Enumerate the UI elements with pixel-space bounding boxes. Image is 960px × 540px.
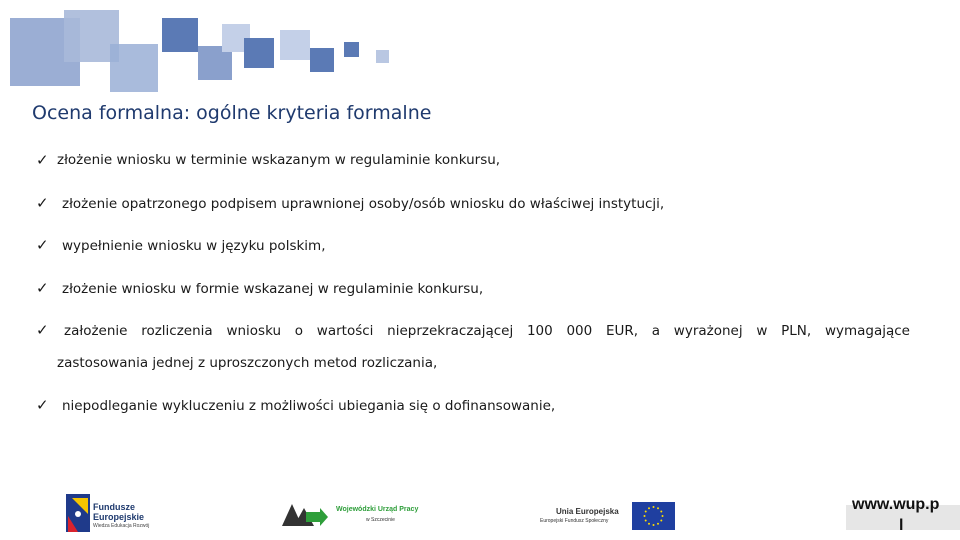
check-icon: ✓ — [36, 322, 49, 339]
list-item: niepodleganie wykluczeniu z możliwości ubiegania się o dofinansowanie, — [62, 398, 556, 414]
fe-star-icon — [66, 494, 90, 532]
eu-logo-line1: Unia Europejska — [556, 507, 619, 516]
wup-mark-icon — [280, 500, 330, 528]
check-icon: ✓ — [36, 195, 49, 212]
wup-logo-line2: w Szczecinie — [366, 517, 395, 523]
fe-logo-line2: Europejskie — [93, 512, 145, 522]
list-item: złożenie wniosku w formie wskazanej w regulaminie konkursu, — [62, 281, 484, 297]
check-icon: ✓ — [36, 397, 49, 414]
check-icon: ✓ — [36, 280, 49, 297]
fe-logo-line3: Wiedza Edukacja Rozwój — [93, 523, 150, 529]
website-url[interactable]: www.wup.p — [852, 496, 940, 513]
eu-logo-line2: Europejski Fundusz Społeczny — [540, 518, 609, 524]
list-item: złożenie wniosku w terminie wskazanym w regulaminie konkursu, — [57, 152, 501, 168]
check-icon: ✓ — [36, 237, 49, 254]
list-item: wypełnienie wniosku w języku polskim, — [62, 238, 326, 254]
eu-flag-icon — [632, 502, 675, 530]
list-item: założenie rozliczenia wniosku o wartości nieprzekraczającej 100 000 EUR, a wyrażonej w PLN, wymagające — [64, 323, 910, 339]
fe-logo-line1: Fundusze — [93, 502, 135, 512]
list-item-continuation: zastosowania jednej z uproszczonych metod rozliczania, — [57, 355, 438, 371]
list-item: złożenie opatrzonego podpisem uprawnionej osoby/osób wniosku do właściwej instytucji, — [62, 196, 665, 212]
slide-title: Ocena formalna: ogólne kryteria formalne — [32, 102, 432, 124]
wup-logo-line1: Wojewódzki Urząd Pracy — [336, 506, 419, 513]
check-icon: ✓ — [36, 152, 49, 169]
website-url-tail[interactable]: l — [899, 517, 904, 534]
